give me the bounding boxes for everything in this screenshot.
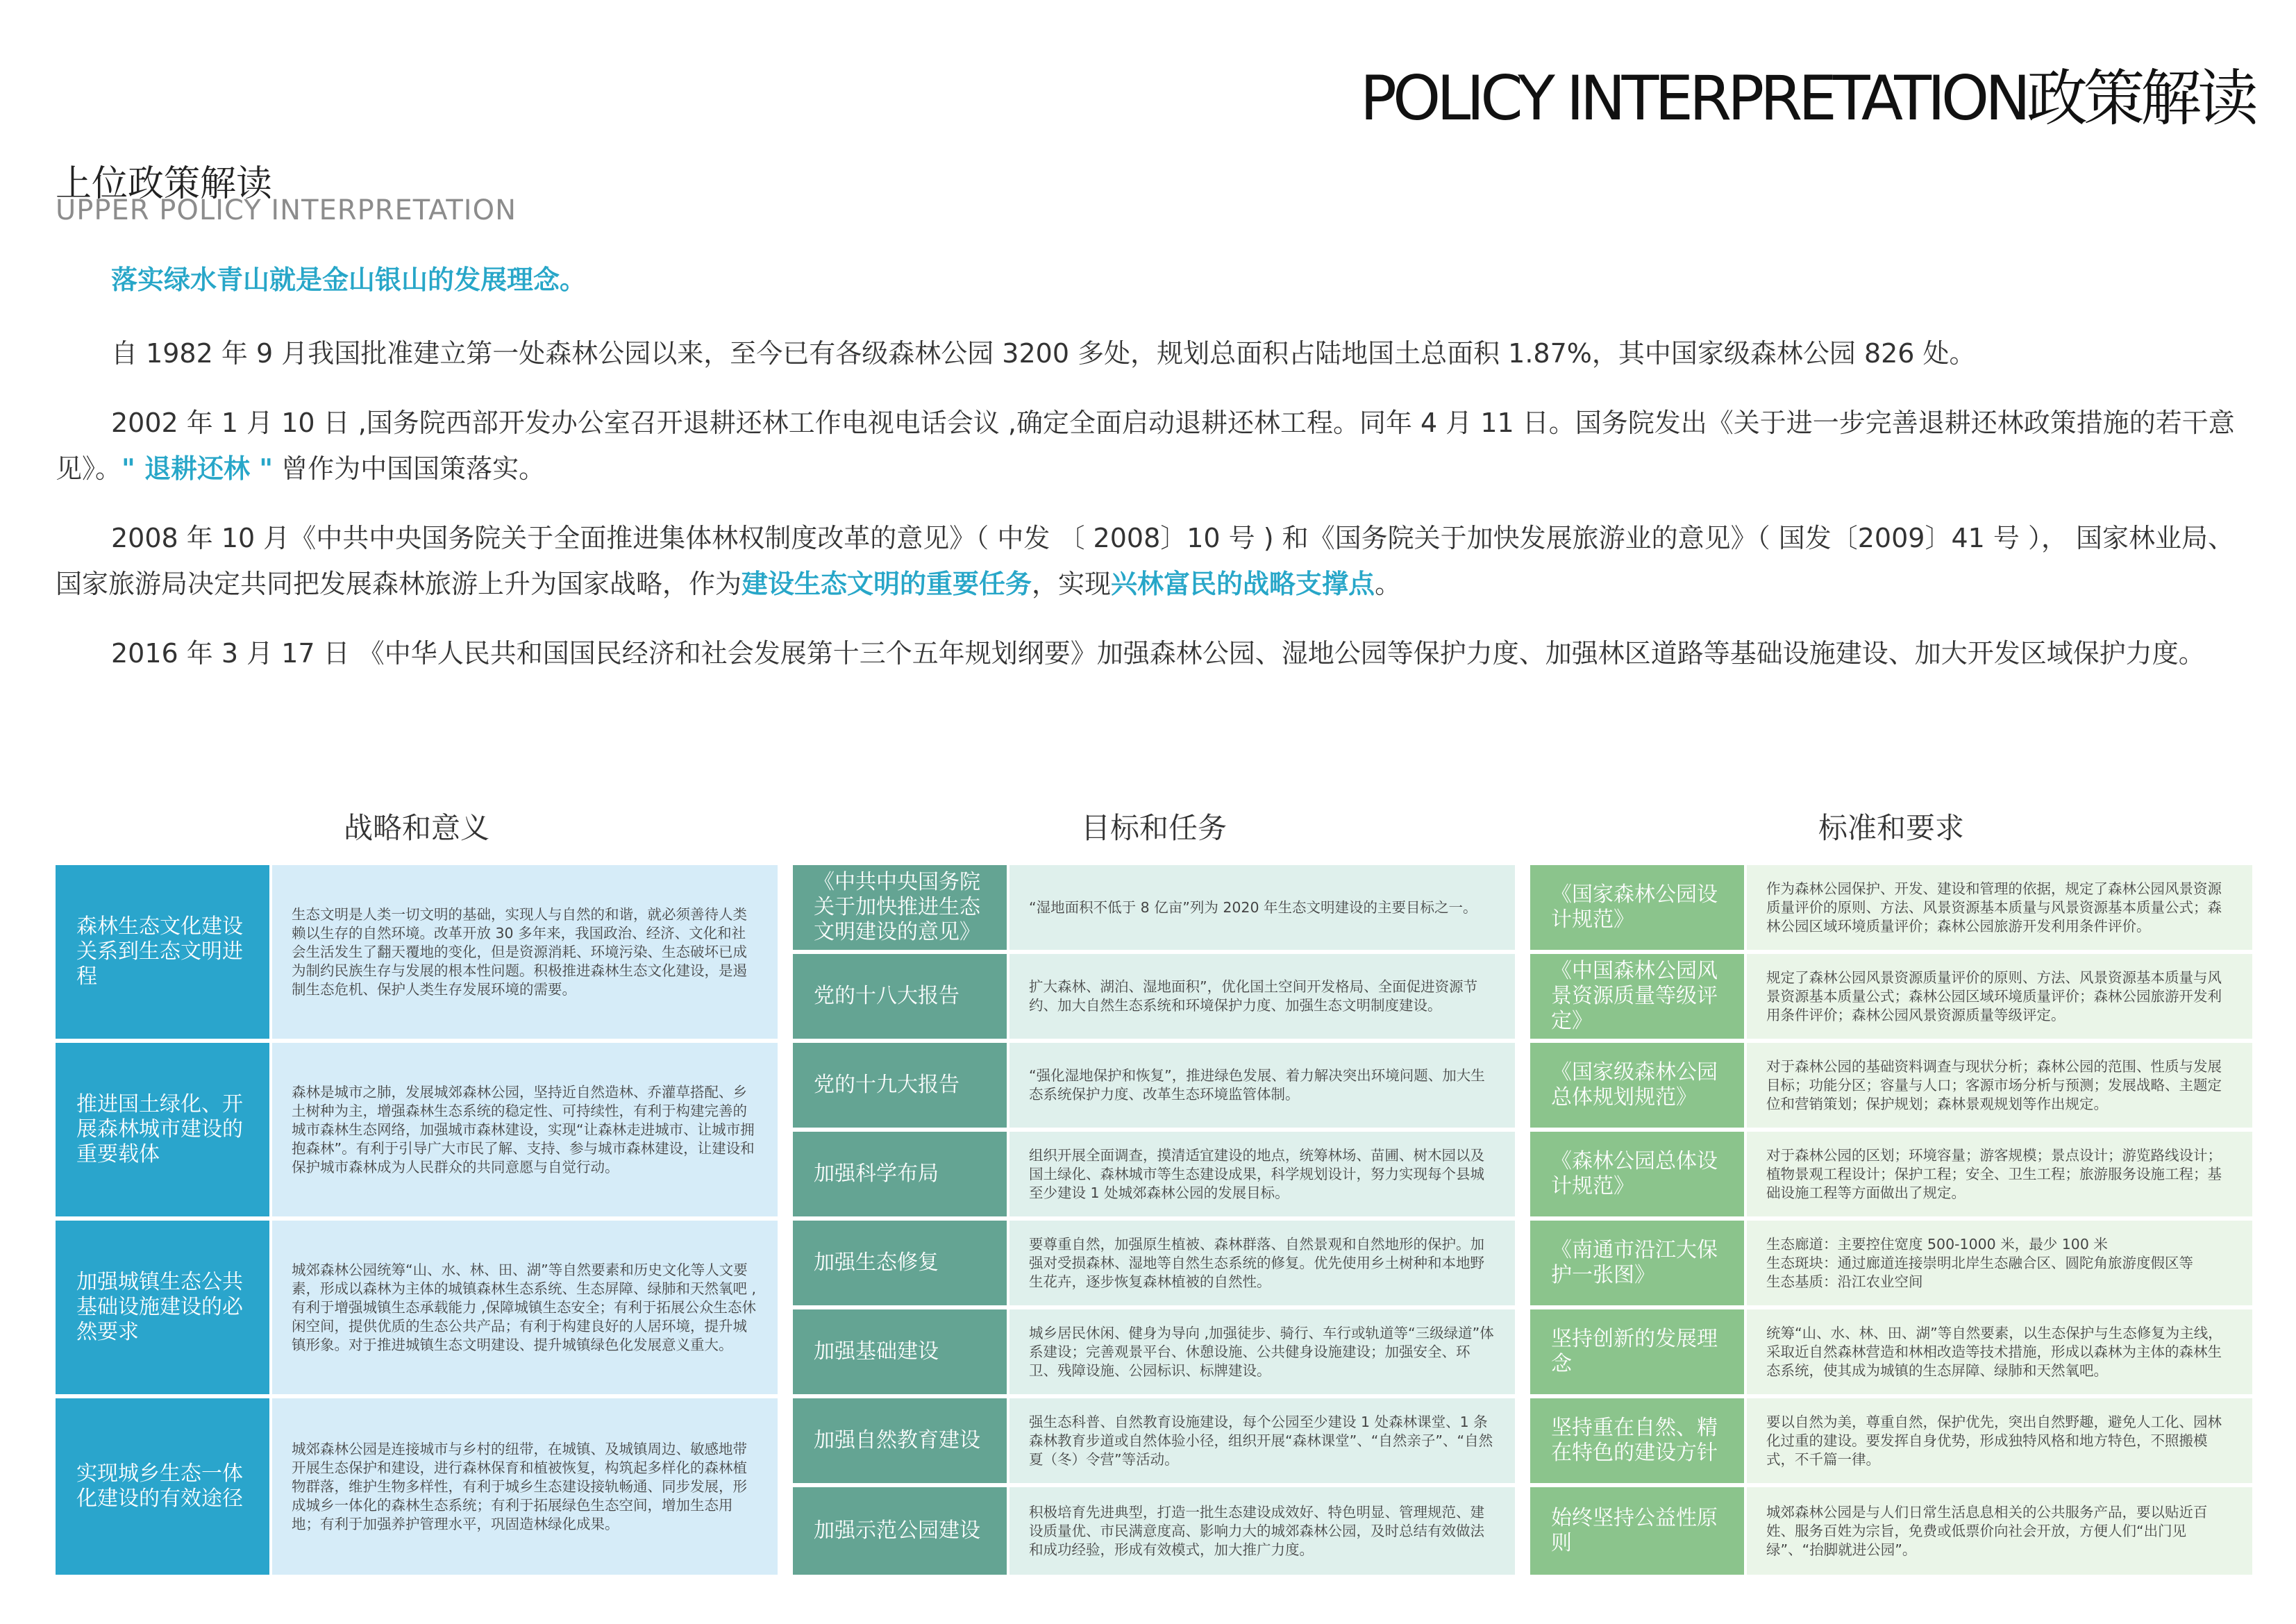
- row-desc: 规定了森林公园风景资源质量评价的原则、方法、风景资源基本质量与风景资源基本质量公式；森林公园区域环境质量评价；森林公园旅游开发利用条件评价；森林公园风景资源质量等级评定。: [1747, 954, 2252, 1039]
- row-label: 《中国森林公园风景资源质量等级评定》: [1530, 954, 1744, 1039]
- table-row: [1530, 1132, 2252, 1216]
- row-desc: 积极培育先进典型，打造一批生态建设成效好、特色明显、管理规范、建设质量优、市民满意度高、影响力大的城郊森林公园，及时总结有效做法和成功经验，形成有效模式，加大推广力度。: [1009, 1487, 1515, 1575]
- row-desc: 要以自然为美，尊重自然，保护优先，突出自然野趣，避免人工化、园林化过重的建设。要发挥自身优势，形成独特风格和地方特色，不照搬模式，不千篇一律。: [1747, 1398, 2252, 1483]
- column-heading: 战略和意义: [343, 811, 489, 845]
- row-label: 加强基础建设: [793, 1309, 1007, 1394]
- table-row: [793, 1487, 1515, 1575]
- row-label: 加强自然教育建设: [793, 1398, 1007, 1483]
- intro-paragraph-2016: 2016 年 3 月 17 日 《中华人民共和国国民经济和社会发展第十三个五年规划纲要》加强森林公园、湿地公园等保护力度、加强林区道路等基础设施建设、加大开发区域保护力度。: [111, 638, 2205, 669]
- section-title-cn: 上位政策解读: [56, 163, 273, 205]
- table-row: [793, 1309, 1515, 1394]
- row-label: 实现城乡生态一体化建设的有效途径: [56, 1398, 269, 1575]
- row-label: 坚持创新的发展理念: [1530, 1309, 1744, 1394]
- table-row: [793, 1221, 1515, 1305]
- table-row: [793, 1398, 1515, 1483]
- table-row: [56, 1043, 778, 1216]
- table-row: [1530, 1221, 2252, 1305]
- table-row: [1530, 1043, 2252, 1128]
- row-label: 《森林公园总体设计规范》: [1530, 1132, 1744, 1216]
- policy-columns: [56, 805, 2243, 1576]
- column-heading: 标准和要求: [1818, 811, 1964, 845]
- row-label: 《国家森林公园设计规范》: [1530, 865, 1744, 950]
- intro-paragraph-2002-tail: 曾作为中国国策落实。: [273, 453, 546, 484]
- row-label: 《中共中央国务院关于加快推进生态文明建设的意见》: [793, 865, 1007, 950]
- row-desc: 对于森林公园的区划；环境容量；游客规模；景点设计；游览路线设计；植物景观工程设计；保护工程；安全、卫生工程；旅游服务设施工程；基础设施工程等方面做出了规定。: [1747, 1132, 2252, 1216]
- column-heading: 目标和任务: [1080, 811, 1227, 845]
- row-desc: “湿地面积不低于 8 亿亩”列为 2020 年生态文明建设的主要目标之一。: [1009, 865, 1515, 950]
- intro-lead: 落实绿水青山就是金山银山的发展理念。: [111, 265, 587, 295]
- row-desc: 城郊森林公园是连接城市与乡村的纽带，在城镇、及城镇周边、敏感地带开展生态保护和建设，进行森林保育和植被恢复，构筑起多样化的森林植物群落，维护生物多样性，有利于城乡生态建设接轨畅通、同步发展，形成城乡一体化的森林生态系统；有利于拓展绿色生态空间，增加生态用地；有利于加强养护管理水平，巩固造林绿化成果。: [272, 1398, 778, 1575]
- table-row: [1530, 1487, 2252, 1575]
- intro-paragraph-2002-text: 2002 年 1 月 10 日 ,国务院西部开发办公室召开退耕还林工作电视电话会议 ,确定全面启动退耕还林工程。同年 4 月 11 日。国务院发出《关于进一步完善退耕还林政策措施的若干意见》。: [56, 408, 2235, 484]
- table-row: [793, 1132, 1515, 1216]
- row-label: 加强生态修复: [793, 1221, 1007, 1305]
- intro-paragraph-2008-c: 。: [1375, 569, 1402, 599]
- section-title-en: UPPER POLICY INTERPRETATION: [56, 194, 517, 226]
- table-row: [1530, 1309, 2252, 1394]
- intro-paragraph-2008-b: ，实现: [1032, 569, 1112, 599]
- row-label: 加强城镇生态公共基础设施建设的必然要求: [56, 1221, 269, 1394]
- page-title: POLICY INTERPRETATION政策解读: [1359, 62, 2254, 134]
- table-row: [56, 1398, 778, 1575]
- intro-highlight-ecocivilization: 建设生态文明的重要任务: [741, 569, 1032, 599]
- row-desc: 要尊重自然，加强原生植被、森林群落、自然景观和自然地形的保护。加强对受损森林、湿地等自然生态系统的修复。优先使用乡土树种和本地野生花卉，逐步恢复森林植被的自然性。: [1009, 1221, 1515, 1305]
- row-desc: 作为森林公园保护、开发、建设和管理的依据，规定了森林公园风景资源质量评价的原则、方法、风景资源基本质量与风景资源基本质量公式；森林公园区域环境质量评价；森林公园旅游开发利用条件评价。: [1747, 865, 2252, 950]
- row-label: 坚持重在自然、精在特色的建设方针: [1530, 1398, 1744, 1483]
- row-desc: 强生态科普、自然教育设施建设，每个公园至少建设 1 处森林课堂、1 条森林教育步道或自然体验小径，组织开展“森林课堂”、“自然亲子”、“自然夏（冬）令营”等活动。: [1009, 1398, 1515, 1483]
- row-desc: 森林是城市之肺，发展城郊森林公园，坚持近自然造林、乔灌草搭配、乡土树种为主，增强森林生态系统的稳定性、可持续性，有利于构建完善的城市森林生态网络，加强城市森林建设，实现“让森林走进城市、让城市拥抱森林”。有利于引导广大市民了解、支持、参与城市森林建设，让建设和保护城市森林成为人民群众的共同意愿与自觉行动。: [272, 1043, 778, 1216]
- row-desc: 生态文明是人类一切文明的基础，实现人与自然的和谐，就必须善待人类赖以生存的自然环境。改革开放 30 多年来，我国政治、经济、文化和社会生活发生了翻天覆地的变化，但是资源消耗、环境污染、生态破坏已成为制约民族生存与发展的根本性问题。积极推进森林生态文化建设，是遏制生态危机、保护人类生存发展环境的需要。: [272, 865, 778, 1039]
- row-desc: 城郊森林公园统筹“山、水、林、田、湖”等自然要素和历史文化等人文要素，形成以森林为主体的城镇森林生态系统、生态屏障、绿肺和天然氧吧 ,有利于增强城镇生态承载能力 ,保障城镇生态安全；有利于拓展公众生态休闲空间，提供优质的生态公共产品；有利于构建良好的人居环境，提升城镇形象。对于推进城镇生态文明建设、提升城镇绿色化发展意义重大。: [272, 1221, 778, 1394]
- intro-paragraph-2008: [56, 515, 2256, 607]
- row-desc: 生态廊道：主要控住宽度 500-1000 米，最少 100 米 生态斑块：通过廊道连接崇明北岸生态融合区、圆陀角旅游度假区等 生态基质：沿江农业空间: [1747, 1221, 2252, 1305]
- intro-paragraph-1982: 自 1982 年 9 月我国批准建立第一处森林公园以来，至今已有各级森林公园 3200 多处，规划总面积占陆地国土总面积 1.87%，其中国家级森林公园 826 处。: [111, 338, 1976, 369]
- table-row: [1530, 954, 2252, 1039]
- row-label: 森林生态文化建设关系到生态文明进程: [56, 865, 269, 1039]
- row-label: 推进国土绿化、开展森林城市建设的重要载体: [56, 1043, 269, 1216]
- table-row: [56, 865, 778, 1039]
- table-row: [1530, 865, 2252, 950]
- intro-paragraph-2002: [56, 400, 2256, 492]
- row-label: 加强示范公园建设: [793, 1487, 1007, 1575]
- row-desc: 城郊森林公园是与人们日常生活息息相关的公共服务产品，要以贴近百姓、服务百姓为宗旨，免费或低票价向社会开放，方便人们“出门见绿”、“抬脚就进公园”。: [1747, 1487, 2252, 1575]
- intro-highlight-xinglin: 兴林富民的战略支撑点: [1111, 569, 1375, 599]
- row-label: 《南通市沿江大保护一张图》: [1530, 1221, 1744, 1305]
- row-desc: 统筹“山、水、林、田、湖”等自然要素，以生态保护与生态修复为主线，采取近自然森林营造和林相改造等技术措施，形成以森林为主体的森林生态系统，使其成为城镇的生态屏障、绿肺和天然氧吧。: [1747, 1309, 2252, 1394]
- row-label: 加强科学布局: [793, 1132, 1007, 1216]
- row-desc: 对于森林公园的基础资料调查与现状分析；森林公园的范围、性质与发展目标；功能分区；容量与人口；客源市场分析与预测；发展战略、主题定位和营销策划；保护规划；森林景观规划等作出规定。: [1747, 1043, 2252, 1128]
- table-row: [793, 954, 1515, 1039]
- row-label: 党的十八大报告: [793, 954, 1007, 1039]
- row-label: 党的十九大报告: [793, 1043, 1007, 1128]
- row-label: 《国家级森林公园总体规划规范》: [1530, 1043, 1744, 1128]
- row-desc: 扩大森林、湖泊、湿地面积”，优化国土空间开发格局、全面促进资源节约、加大自然生态系统和环境保护力度、加强生态文明制度建设。: [1009, 954, 1515, 1039]
- row-label: 始终坚持公益性原则: [1530, 1487, 1744, 1575]
- table-row: [56, 1221, 778, 1394]
- table-row: [793, 865, 1515, 950]
- intro-paragraph-2008-a: 2008 年 10 月《中共中央国务院关于全面推进集体林权制度改革的意见》（ 中发 〔 2008〕10 号 ) 和《国务院关于加快发展旅游业的意见》（ 国发〔2009〕41 号 ）， 国家林业局、国家旅游局决定共同把发展森林旅游上升为国家战略，作为: [56, 523, 2235, 599]
- row-desc: “强化湿地保护和恢复”，推进绿色发展、着力解决突出环境问题、加大生态系统保护力度、改革生态环境监管体制。: [1009, 1043, 1515, 1128]
- intro-text: [56, 257, 2256, 682]
- table-row: [793, 1043, 1515, 1128]
- row-desc: 城乡居民休闲、健身为导向 ,加强徒步、骑行、车行或轨道等“三级绿道”体系建设；完善观景平台、休憩设施、公共健身设施建设；加强安全、环卫、残障设施、公园标识、标牌建设。: [1009, 1309, 1515, 1394]
- table-row: [1530, 1398, 2252, 1483]
- intro-highlight-tuigeng: " 退耕还林 ": [121, 453, 274, 484]
- row-desc: 组织开展全面调查，摸清适宜建设的地点，统筹林场、苗圃、树木园以及国土绿化、森林城市等生态建设成果，科学规划设计，努力实现每个县城至少建设 1 处城郊森林公园的发展目标。: [1009, 1132, 1515, 1216]
